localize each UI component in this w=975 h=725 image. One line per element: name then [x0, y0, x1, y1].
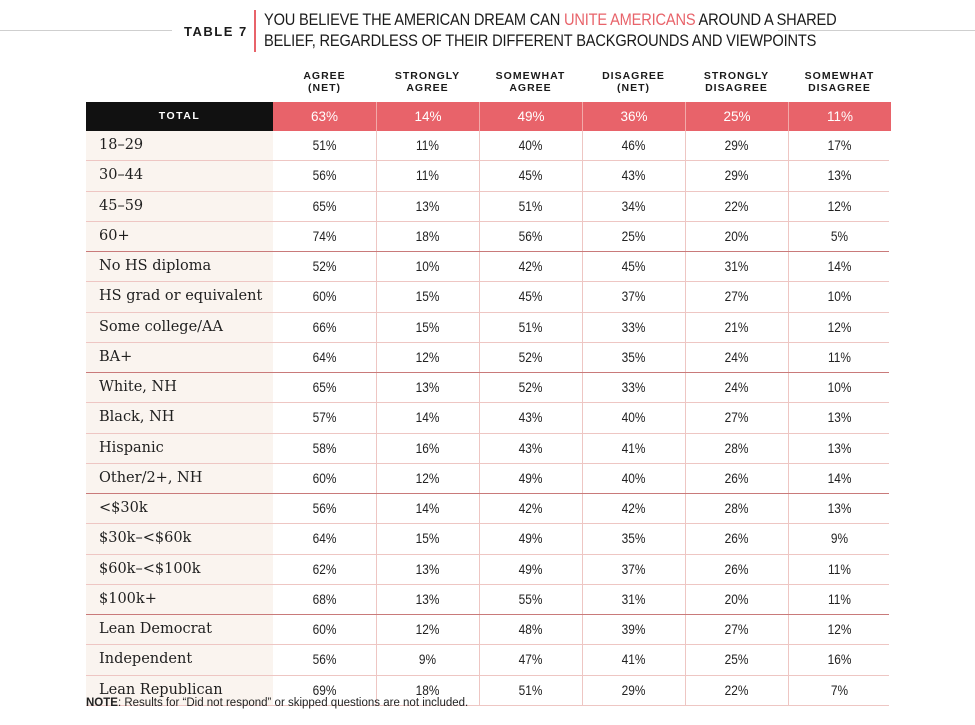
column-header: STRONGLY DISAGREE [703, 70, 770, 94]
column-divider [479, 434, 480, 463]
table-number-label: TABLE 7 [184, 24, 248, 39]
table-cell: 43% [518, 440, 543, 456]
column-divider [582, 676, 583, 705]
table-row [86, 403, 889, 433]
column-divider [376, 282, 377, 311]
table-cell: 25% [724, 652, 749, 668]
column-divider [685, 555, 686, 584]
table-cell: 24% [724, 380, 749, 395]
table-cell: 20% [724, 228, 749, 244]
column-divider [685, 615, 686, 644]
table-cell: 69% [312, 682, 337, 698]
table-cell: 14% [415, 501, 440, 516]
table-cell: 11% [416, 168, 439, 184]
table-cell: 27% [724, 410, 749, 426]
note-prefix: NOTE [86, 697, 118, 709]
table-cell: 24% [724, 349, 749, 365]
column-divider [685, 464, 686, 493]
table-cell: 49% [518, 531, 543, 547]
header-rule-left [0, 30, 172, 31]
column-divider [582, 131, 583, 160]
table-cell: 12% [415, 349, 440, 365]
table-cell: 29% [724, 168, 749, 184]
table-cell: 40% [621, 410, 646, 426]
table-cell: 66% [312, 319, 337, 335]
note-text: : Results for “Did not respond” or skipped questions are not included. [117, 697, 469, 709]
column-divider [582, 585, 583, 614]
column-divider [479, 615, 480, 644]
table-cell: 12% [827, 198, 852, 214]
table-body [86, 131, 889, 706]
column-divider [582, 524, 583, 553]
row-label: No HS diploma [86, 252, 273, 281]
column-divider [376, 494, 377, 523]
table-cell: 21% [724, 319, 749, 335]
column-divider [479, 494, 480, 523]
column-divider [479, 161, 480, 190]
column-header: SOMEWHAT DISAGREE [804, 70, 875, 94]
column-divider [376, 161, 377, 190]
table-cell: 13% [827, 168, 852, 184]
column-divider [479, 555, 480, 584]
column-header: SOMEWHAT AGREE [495, 70, 566, 94]
row-label: <$30k [86, 494, 273, 523]
table-row [86, 434, 889, 464]
row-label: 45–59 [86, 192, 273, 221]
table-cell: 49% [518, 561, 543, 577]
table-cell: 55% [518, 591, 543, 607]
table-cell: 15% [415, 531, 440, 547]
column-divider [376, 222, 377, 251]
table-cell: 9% [418, 652, 437, 668]
table-cell: 58% [312, 440, 337, 456]
table-cell: 13% [827, 501, 852, 516]
column-divider [685, 524, 686, 553]
row-label: BA+ [86, 343, 273, 372]
table-cell: 16% [415, 440, 440, 456]
table-cell: 5% [830, 228, 849, 244]
column-divider [376, 464, 377, 493]
table-cell: 39% [621, 622, 646, 637]
column-headers [273, 70, 889, 98]
table-cell: 27% [724, 622, 749, 637]
column-divider [479, 676, 480, 705]
column-divider [685, 252, 686, 281]
row-label: 30–44 [86, 161, 273, 190]
table-row [86, 252, 889, 282]
table-cell: 9% [830, 531, 849, 547]
column-divider [479, 524, 480, 553]
table-cell: 15% [415, 289, 440, 305]
column-divider [788, 222, 789, 251]
table-cell: 62% [312, 561, 337, 577]
table-cell: 13% [415, 591, 440, 607]
table-cell: 28% [724, 501, 749, 516]
table-row [86, 373, 889, 403]
table-row [86, 131, 889, 161]
column-divider [788, 252, 789, 281]
row-label: Lean Democrat [86, 615, 273, 644]
row-label: Other/2+, NH [86, 464, 273, 493]
table-cell: 31% [724, 259, 749, 274]
table-cell: 65% [312, 198, 337, 214]
table-cell: 60% [312, 622, 337, 637]
table-cell: 51% [518, 682, 543, 698]
table-cell: 14% [827, 259, 852, 274]
column-divider [479, 373, 480, 402]
table-cell: 35% [621, 531, 646, 547]
row-label: 18–29 [86, 131, 273, 160]
column-divider [788, 131, 789, 160]
column-divider [685, 373, 686, 402]
column-divider [376, 343, 377, 372]
column-divider [685, 645, 686, 674]
column-divider [788, 464, 789, 493]
total-cell: 49% [479, 102, 582, 131]
table-cell: 49% [518, 470, 543, 486]
table-cell: 65% [312, 380, 337, 395]
table-row [86, 524, 889, 554]
column-divider [685, 222, 686, 251]
table-cell: 12% [415, 470, 440, 486]
table-cell: 13% [827, 440, 852, 456]
column-divider [479, 192, 480, 221]
column-divider [582, 373, 583, 402]
total-cell: 14% [376, 102, 479, 131]
column-divider [376, 373, 377, 402]
column-divider [582, 252, 583, 281]
table-cell: 56% [312, 501, 337, 516]
table-cell: 43% [621, 168, 646, 184]
column-divider [685, 192, 686, 221]
table-row [86, 585, 889, 615]
table-cell: 51% [518, 319, 543, 335]
row-label: $60k–<$100k [86, 555, 273, 584]
column-divider [788, 494, 789, 523]
table-cell: 64% [312, 531, 337, 547]
table-cell: 11% [828, 561, 851, 577]
table-cell: 33% [621, 380, 646, 395]
title-highlight: UNITE AMERICANS [563, 10, 696, 29]
column-divider [788, 615, 789, 644]
table-cell: 14% [827, 470, 852, 486]
table-cell: 51% [518, 198, 543, 214]
column-divider [582, 282, 583, 311]
table-cell: 13% [415, 380, 440, 395]
table-cell: 26% [724, 470, 749, 486]
table-row [86, 494, 889, 524]
table-cell: 25% [621, 228, 646, 244]
column-header: AGREE (NET) [303, 70, 346, 94]
column-divider [788, 161, 789, 190]
table-cell: 22% [724, 682, 749, 698]
table-cell: 26% [724, 531, 749, 547]
column-divider [376, 524, 377, 553]
table-cell: 18% [415, 228, 440, 244]
table-cell: 37% [621, 561, 646, 577]
table-row [86, 615, 889, 645]
column-divider [685, 131, 686, 160]
column-divider [685, 403, 686, 432]
table-cell: 14% [415, 410, 440, 426]
table-row [86, 282, 889, 312]
table-cell: 56% [312, 652, 337, 668]
table-cell: 31% [621, 591, 646, 607]
column-divider [788, 555, 789, 584]
column-divider [685, 282, 686, 311]
table-cell: 40% [621, 470, 646, 486]
column-divider [582, 434, 583, 463]
column-divider [376, 555, 377, 584]
table-cell: 22% [724, 198, 749, 214]
column-divider [685, 585, 686, 614]
column-divider [582, 343, 583, 372]
table-cell: 52% [312, 259, 337, 274]
table-cell: 15% [415, 319, 440, 335]
table-title [264, 9, 837, 51]
table-cell: 28% [724, 440, 749, 456]
title-part-2: AROUND A SHARED [695, 10, 837, 29]
column-divider [582, 192, 583, 221]
table-row [86, 343, 889, 373]
table-cell: 37% [621, 289, 646, 305]
row-label: Lean Republican [86, 676, 273, 705]
column-divider [376, 403, 377, 432]
table-cell: 18% [415, 682, 440, 698]
table-cell: 43% [518, 410, 543, 426]
column-divider [479, 252, 480, 281]
table-row [86, 222, 889, 252]
table-cell: 16% [827, 652, 852, 668]
column-divider [479, 585, 480, 614]
table-cell: 10% [827, 289, 852, 305]
column-divider [479, 403, 480, 432]
column-divider [582, 161, 583, 190]
table-cell: 29% [621, 682, 646, 698]
table-row [86, 313, 889, 343]
table-cell: 41% [621, 652, 646, 668]
table-cell: 26% [724, 561, 749, 577]
column-divider [376, 192, 377, 221]
column-divider [685, 434, 686, 463]
table-cell: 68% [312, 591, 337, 607]
column-divider [685, 161, 686, 190]
column-divider [479, 343, 480, 372]
table-cell: 45% [518, 168, 543, 184]
total-cell: 63% [273, 102, 376, 131]
column-divider [582, 222, 583, 251]
column-divider [685, 676, 686, 705]
title-accent-bar [254, 10, 256, 52]
table-cell: 60% [312, 470, 337, 486]
table-cell: 46% [621, 138, 646, 153]
column-divider [479, 464, 480, 493]
table-cell: 52% [518, 349, 543, 365]
total-cell: 36% [582, 102, 685, 131]
column-divider [376, 131, 377, 160]
table-row [86, 555, 889, 585]
row-label: $100k+ [86, 585, 273, 614]
column-divider [582, 494, 583, 523]
row-label: Black, NH [86, 403, 273, 432]
column-divider [479, 222, 480, 251]
column-divider [582, 645, 583, 674]
table-cell: 51% [312, 138, 337, 153]
column-divider [582, 555, 583, 584]
column-divider [788, 434, 789, 463]
table-cell: 35% [621, 349, 646, 365]
column-divider [582, 403, 583, 432]
table-cell: 12% [827, 622, 852, 637]
column-header: DISAGREE (NET) [602, 70, 665, 94]
table-cell: 13% [827, 410, 852, 426]
table-cell: 20% [724, 591, 749, 607]
table-row [86, 464, 889, 494]
table-cell: 17% [827, 138, 852, 153]
table-cell: 10% [827, 380, 852, 395]
column-divider [788, 373, 789, 402]
table-cell: 56% [312, 168, 337, 184]
row-label: Independent [86, 645, 273, 674]
table-cell: 42% [518, 501, 543, 516]
table-cell: 27% [724, 289, 749, 305]
column-header: STRONGLY AGREE [394, 70, 461, 94]
row-label: White, NH [86, 373, 273, 402]
title-part-1: YOU BELIEVE THE AMERICAN DREAM CAN [264, 10, 564, 29]
table-cell: 64% [312, 349, 337, 365]
table-cell: 10% [415, 259, 440, 274]
column-divider [582, 464, 583, 493]
total-label: TOTAL [86, 102, 273, 131]
column-divider [376, 252, 377, 281]
table-cell: 11% [828, 591, 851, 607]
column-divider [788, 192, 789, 221]
column-divider [479, 313, 480, 342]
column-divider [788, 645, 789, 674]
table-cell: 42% [621, 501, 646, 516]
table-cell: 33% [621, 319, 646, 335]
column-divider [788, 343, 789, 372]
table-cell: 52% [518, 380, 543, 395]
column-divider [788, 585, 789, 614]
table-cell: 74% [312, 228, 337, 244]
table-row [86, 192, 889, 222]
column-divider [685, 343, 686, 372]
column-divider [479, 282, 480, 311]
column-divider [376, 615, 377, 644]
table-cell: 7% [830, 682, 849, 698]
column-divider [376, 434, 377, 463]
column-divider [376, 645, 377, 674]
total-cell: 11% [788, 102, 891, 131]
table-cell: 12% [827, 319, 852, 335]
table-cell: 45% [621, 259, 646, 274]
column-divider [788, 282, 789, 311]
title-line-2: BELIEF, REGARDLESS OF THEIR DIFFERENT BACKGROUNDS AND VIEWPOINTS [264, 31, 817, 50]
table-cell: 42% [518, 259, 543, 274]
row-label: Hispanic [86, 434, 273, 463]
table-cell: 56% [518, 228, 543, 244]
column-divider [685, 494, 686, 523]
table-cell: 41% [621, 440, 646, 456]
total-cell: 25% [685, 102, 788, 131]
table-cell: 13% [415, 561, 440, 577]
table-cell: 11% [416, 138, 439, 153]
row-label: Some college/AA [86, 313, 273, 342]
column-divider [376, 585, 377, 614]
table-cell: 45% [518, 289, 543, 305]
table-cell: 60% [312, 289, 337, 305]
row-label: HS grad or equivalent [86, 282, 273, 311]
table-cell: 57% [312, 410, 337, 426]
table-cell: 48% [518, 622, 543, 637]
table-cell: 12% [415, 622, 440, 637]
column-divider [788, 524, 789, 553]
column-divider [376, 313, 377, 342]
table-cell: 11% [828, 349, 851, 365]
column-divider [479, 131, 480, 160]
table-cell: 29% [724, 138, 749, 153]
column-divider [685, 313, 686, 342]
footnote [86, 697, 468, 709]
table-cell: 47% [518, 652, 543, 668]
row-label: 60+ [86, 222, 273, 251]
table-row [86, 161, 889, 191]
total-row [86, 102, 889, 131]
table-cell: 34% [621, 198, 646, 214]
row-label: $30k–<$60k [86, 524, 273, 553]
column-divider [788, 676, 789, 705]
column-divider [788, 313, 789, 342]
column-divider [582, 313, 583, 342]
column-divider [582, 615, 583, 644]
column-divider [788, 403, 789, 432]
table-cell: 13% [415, 198, 440, 214]
results-table [86, 102, 889, 706]
table-cell: 40% [518, 138, 543, 153]
column-divider [479, 645, 480, 674]
table-row [86, 645, 889, 675]
